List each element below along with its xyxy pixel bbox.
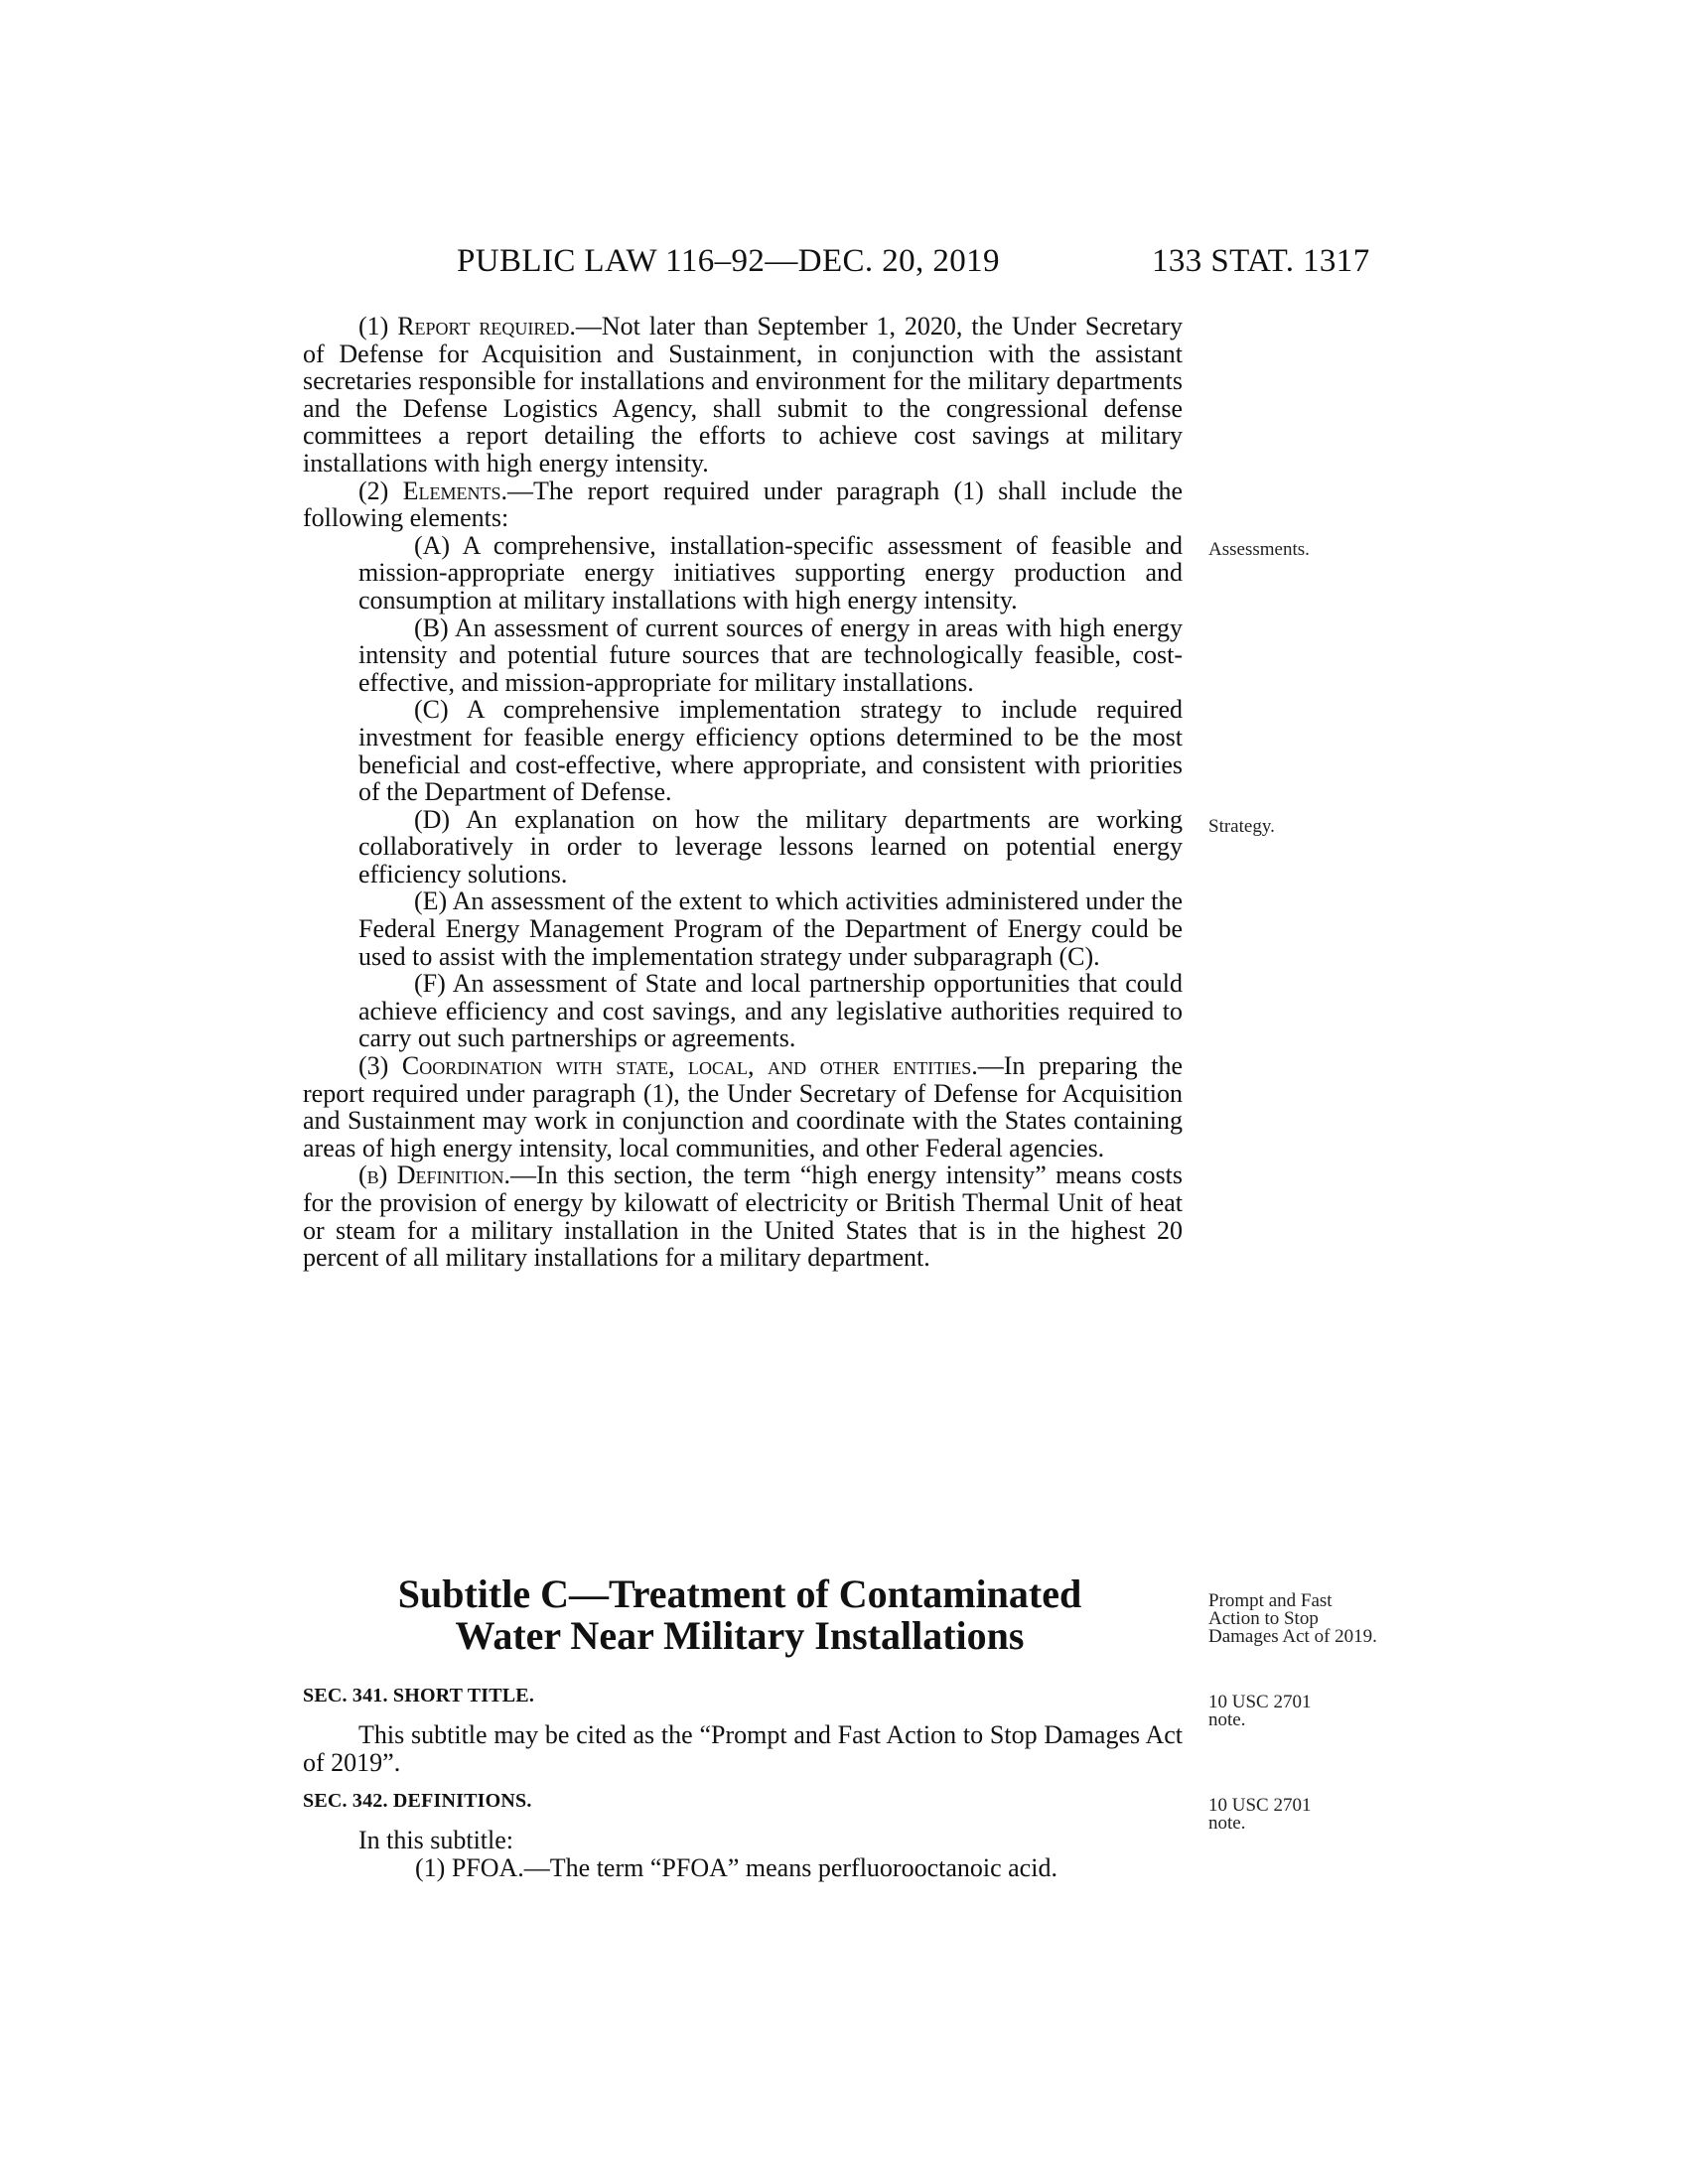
paragraph-3-text: —In preparing the report required under paragraph (1), the Under Secretary of Defense for Acquisition and Sustainment may work in conjunction and coordinate with the States containing areas of high energy intensity, local communities, and other Federal agencies. <box>303 1051 1183 1162</box>
margin-note-usc-342-line-2: note. <box>1208 1813 1246 1834</box>
paragraph-3-label: (3) Coordination with state, local, and other entities. <box>358 1051 978 1081</box>
subparagraph-e: (E) An assessment of the extent to which activities administered under the Federal Energy Management Program of the Department of Energy could be used to assist with the implementation strategy under subparagraph (C). <box>358 887 1183 971</box>
subsection-b-text: —In this section, the term “high energy intensity” means costs for the provision of energy by kilowatt of electricity or British Thermal Unit of heat or steam for a military installation in the United States that is in the highest 20 percent of all military installations for a military department. <box>303 1160 1183 1273</box>
paragraph-1-report-required <box>303 313 1183 478</box>
margin-note-short-title: Prompt and Fast Action to Stop Damages Act of 2019. <box>1208 1590 1377 1647</box>
subparagraph-d: (D) An explanation on how the military departments are working collaboratively in order to leverage lessons learned on potential energy efficiency solutions. <box>358 804 1183 888</box>
paragraph-1-text: —Not later than September 1, 2020, the Under Secretary of Defense for Acquisition and Sustainment, in conjunction with the assistant secretaries responsible for installations and environment for the military departments and the Defense Logistics Agency, shall submit to the congressional defense committees a report detailing the efforts to achieve cost savings at military installations with high energy intensity. <box>303 312 1183 478</box>
subparagraph-b: (B) An assessment of current sources of energy in areas with high energy intensity and potential future sources that are technologically feasible, cost-effective, and mission-appropriate for military installations. <box>358 613 1183 697</box>
subsection-b-label: (b) Definition. <box>358 1160 510 1190</box>
subtitle-heading <box>303 1573 1177 1657</box>
margin-note-strategy: Strategy. <box>1208 816 1275 837</box>
subtitle-heading-line-2: Water Near Military Installations <box>455 1613 1025 1658</box>
section-341-heading: SEC. 341. SHORT TITLE. <box>303 1685 535 1706</box>
subparagraph-a: (A) A comprehensive, installation-specific assessment of feasible and mission-appropriate energy initiatives supporting energy production and consumption at military installations with high energy intensity. <box>358 530 1183 614</box>
paragraph-1-label: (1) Report required. <box>358 312 576 341</box>
section-342-heading: SEC. 342. DEFINITIONS. <box>303 1790 532 1812</box>
section-342-intro: In this subtitle: <box>358 1826 513 1854</box>
subtitle-heading-line-1: Subtitle C—Treatment of Contaminated <box>397 1571 1082 1616</box>
running-header-page-number: 133 STAT. 1317 <box>1152 243 1370 279</box>
margin-note-usc-341 <box>1208 1694 1387 1729</box>
paragraph-2-text: —The report required under paragraph (1) shall include the following elements: <box>303 476 1183 533</box>
section-341-text: This subtitle may be cited as the “Prompt and Fast Action to Stop Damages Act of 2019”. <box>303 1720 1183 1777</box>
subparagraph-f: (F) An assessment of State and local partnership opportunities that could achieve efficiency and cost savings, and any legislative authorities required to carry out such partnerships or agreements. <box>358 969 1183 1053</box>
subparagraph-c: (C) A comprehensive implementation strategy to include required investment for feasible energy efficiency options determined to be the most beneficial and cost-effective, where appropriate, and consistent with priorities of the Department of Defense. <box>358 695 1183 807</box>
subsection-b-definition <box>303 1161 1183 1271</box>
paragraph-2-elements <box>303 478 1183 532</box>
running-header-left: PUBLIC LAW 116–92—DEC. 20, 2019 <box>457 243 1000 279</box>
margin-note-usc-342 <box>1208 1797 1387 1833</box>
paragraph-3-coordination <box>303 1052 1183 1161</box>
margin-note-assessments: Assessments. <box>1208 539 1310 560</box>
margin-note-usc-342-line-1: 10 USC 2701 <box>1208 1795 1312 1816</box>
main-text-column <box>303 313 1183 1272</box>
section-342-item-1: (1) PFOA.—The term “PFOA” means perfluorooctanoic acid. <box>415 1853 1057 1882</box>
margin-note-usc-341-line-1: 10 USC 2701 <box>1208 1692 1312 1712</box>
paragraph-2-label: (2) Elements. <box>358 476 507 505</box>
section-342 <box>303 1787 1183 1882</box>
margin-note-usc-341-line-2: note. <box>1208 1709 1246 1730</box>
section-341 <box>303 1682 1183 1777</box>
